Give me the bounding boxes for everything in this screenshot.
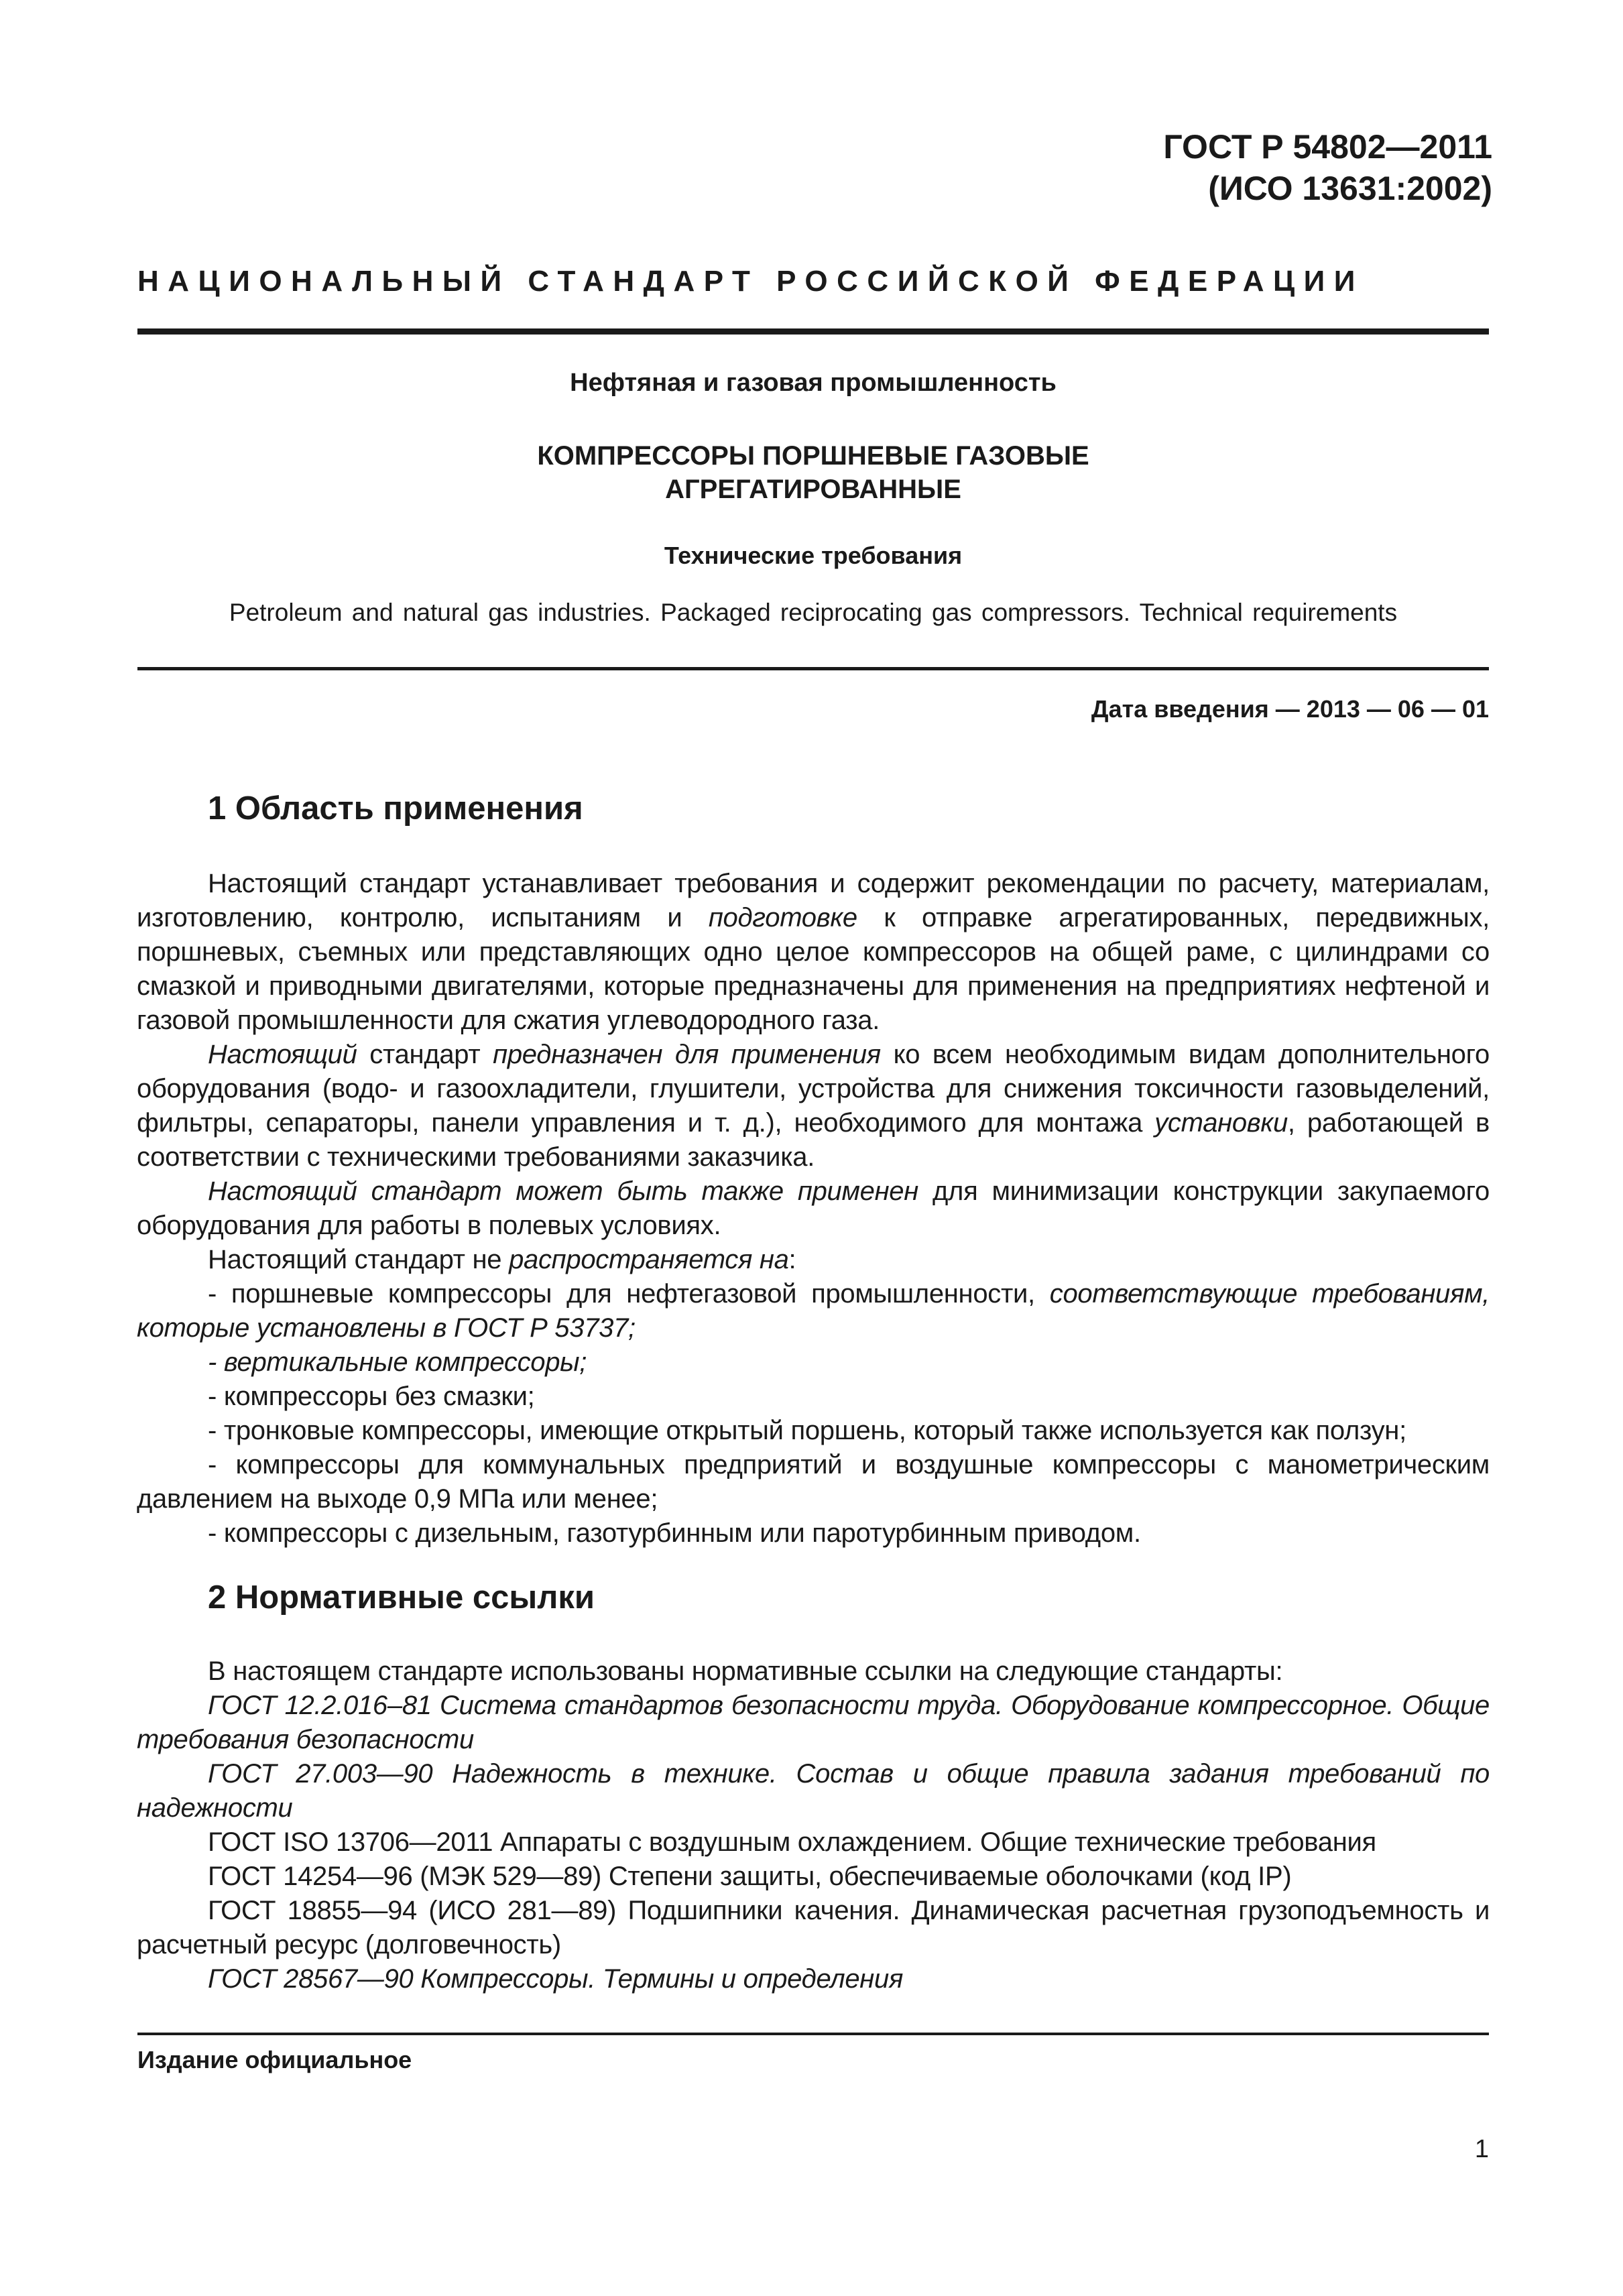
list-item: - компрессоры для коммунальных предприятий и воздушные компрессоры с манометрическим давлением на выходе 0,9 МПа или менее; — [137, 1450, 1490, 1514]
reference-item: ГОСТ 12.2.016–81 Система стандартов безопасности труда. Оборудование компрессорное. Общие требования безопасности — [137, 1691, 1490, 1754]
reference-item: ГОСТ 28567—90 Компрессоры. Термины и определения — [208, 1964, 904, 1994]
reference-item: ГОСТ 18855—94 (ИСО 281—89) Подшипники качения. Динамическая расчетная грузоподъемность и расчетный ресурс (долговечность) — [137, 1896, 1490, 1959]
page-number: 1 — [1474, 2135, 1489, 2163]
document-subtitle: Технические требования — [664, 542, 963, 569]
section-1-body — [137, 867, 1490, 1551]
list-item: - компрессоры с дизельным, газотурбинным или паротурбинным приводом. — [208, 1518, 1141, 1548]
standard-code: ГОСТ Р 54802—2011 — [1163, 128, 1492, 166]
paragraph: Настоящий стандарт предназначен для применения ко всем необходимым видам дополнительного оборудования (водо- и газоохладители, глушители, устройства для снижения токсичности газовыделений, фильтры, сепараторы, панели управления и т. д.), необходимого для монтажа установки, работающей в соответствии с техническими требованиями заказчика. — [137, 1040, 1490, 1172]
section-1-heading: 1 Область применения — [208, 790, 583, 827]
title-rule — [137, 667, 1489, 670]
paragraph: Настоящий стандарт устанавливает требования и содержит рекомендации по расчету, материалам, изготовлению, контролю, испытаниям и подготовке к отправке агрегатированных, передвижных, поршневых, съемных или представляющих одно целое компрессоров на общей раме, с цилиндрами со смазкой и приводными двигателями, которые предназначены для применения на предприятиях нефтеной и газовой промышленности для сжатия углеводородного газа. — [137, 869, 1490, 1035]
paragraph: Настоящий стандарт может быть также применен для минимизации конструкции закупаемого оборудования для работы в полевых условиях. — [137, 1176, 1490, 1240]
document-title — [137, 439, 1489, 506]
introduction-date: Дата введения — 2013 — 06 — 01 — [1091, 695, 1489, 723]
section-2-heading: 2 Нормативные ссылки — [208, 1579, 595, 1616]
list-item: - компрессоры без смазки; — [208, 1382, 535, 1411]
industry-heading: Нефтяная и газовая промышленность — [570, 369, 1057, 397]
official-edition-label: Издание официальное — [137, 2046, 412, 2073]
list-item: - поршневые компрессоры для нефтегазовой промышленности, соответствующие требованиям, которые установлены в ГОСТ Р 53737; — [137, 1279, 1490, 1343]
reference-item: ГОСТ 14254—96 (МЭК 529—89) Степени защиты, обеспечиваемые оболочками (код IP) — [208, 1862, 1292, 1891]
english-title: Petroleum and natural gas industries. Packaged reciprocating gas compressors. Technical requirements — [229, 599, 1398, 626]
section-2-body — [137, 1654, 1490, 1996]
title-line-1: КОМПРЕССОРЫ ПОРШНЕВЫЕ ГАЗОВЫЕ — [537, 441, 1089, 471]
reference-item: ГОСТ 27.003—90 Надежность в технике. Состав и общие правила задания требований по надежности — [137, 1759, 1490, 1823]
reference-item: ГОСТ ISO 13706—2011 Аппараты с воздушным охлаждением. Общие технические требования — [208, 1827, 1376, 1857]
national-standard-banner: НАЦИОНАЛЬНЫЙ СТАНДАРТ РОССИЙСКОЙ ФЕДЕРАЦИИ — [137, 265, 1364, 298]
footer-rule — [137, 2033, 1489, 2035]
list-item: - тронковые компрессоры, имеющие открытый поршень, который также используется как ползун; — [208, 1416, 1406, 1445]
iso-equivalent: (ИСО 13631:2002) — [1208, 170, 1492, 207]
paragraph: В настоящем стандарте использованы нормативные ссылки на следующие стандарты: — [208, 1656, 1283, 1686]
title-line-2: АГРЕГАТИРОВАННЫЕ — [665, 475, 961, 504]
paragraph: Настоящий стандарт не распространяется на: — [208, 1245, 796, 1274]
header-rule — [137, 328, 1489, 335]
list-item: - вертикальные компрессоры; — [208, 1347, 587, 1377]
